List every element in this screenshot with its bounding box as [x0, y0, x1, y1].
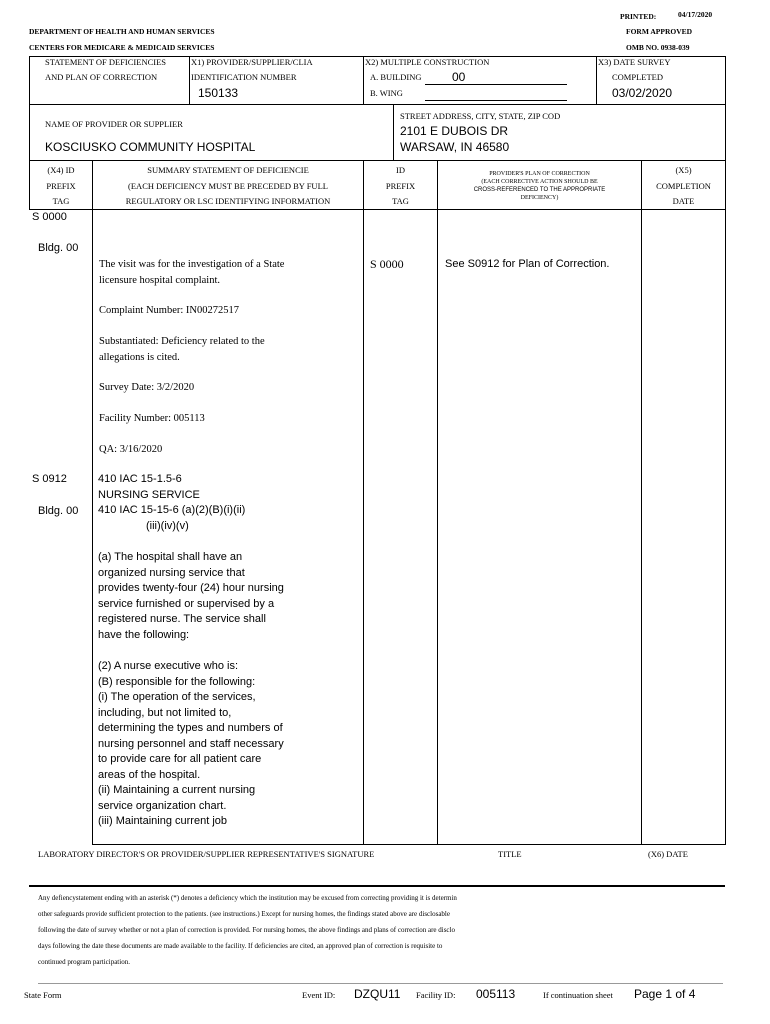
id-header-1: ID: [396, 165, 405, 175]
x3-label-1: X3) DATE SURVEY: [598, 57, 671, 67]
disclaimer-text: Any defiencystatement ending with an asterisk (*) denotes a deficiency which the institution may be excused from correcting providing it is determin other safeguards provide sufficient protection to the patients. (see instructions.) Except for nursing homes, the findings stated above are disclosable following the date of survey whether or not a plan of correction is provided. For nursing homes, the above findings and plans of correction are disclo days following the date these documents are made available to the facility. If deficiencies are cited, an approved plan of correction is requisite to continued program participation.: [38, 894, 457, 966]
x3-label-2: COMPLETED: [612, 72, 663, 82]
state-form-label: State Form: [24, 990, 62, 1000]
plan-header-4: DEFICIENCY): [520, 195, 559, 201]
page-number: Page 1 of 4: [634, 987, 696, 1001]
building-value: 00: [452, 70, 466, 84]
address-line-2: WARSAW, IN 46580: [400, 140, 510, 154]
plan-header-2: (EACH CORRECTIVE ACTION SHOULD BE: [481, 179, 598, 185]
summary-header-2: (EACH DEFICIENCY MUST BE PRECEDED BY FULL: [128, 181, 328, 191]
x1-label-2: IDENTIFICATION NUMBER: [191, 72, 297, 82]
address-line-1: 2101 E DUBOIS DR: [400, 124, 509, 138]
provider-id-number: 150133: [198, 86, 239, 100]
wing-label: B. WING: [370, 88, 403, 98]
continuation-label: If continuation sheet: [543, 990, 613, 1000]
tag-s0000: S 0000: [32, 211, 67, 223]
intro-paragraph: The visit was for the investigation of a State licensure hospital complaint.: [99, 259, 285, 286]
director-signature-label: LABORATORY DIRECTOR'S OR PROVIDER/SUPPLIER REPRESENTATIVE'S SIGNATURE: [38, 849, 375, 859]
qa-date: QA: 3/16/2020: [99, 444, 163, 455]
x4-header-1: (X4) ID: [47, 165, 75, 175]
building-label: A. BUILDING: [370, 72, 422, 82]
plan-header-3: CROSS-REFERENCED TO THE APPROPRIATE: [473, 187, 606, 193]
plan-header-1: PROVIDER'S PLAN OF CORRECTION: [489, 171, 590, 177]
summary-header-1: SUMMARY STATEMENT OF DEFICIENCIE: [147, 165, 309, 175]
x5-header-3: DATE: [672, 196, 695, 206]
facility-id-value: 005113: [476, 987, 516, 1001]
event-id-label: Event ID:: [302, 990, 336, 1000]
substantiated-paragraph: Substantiated: Deficiency related to the allegations is cited.: [99, 336, 265, 363]
bldg-s0912: Bldg. 00: [38, 505, 79, 517]
id-header-3: TAG: [392, 196, 409, 206]
provider-name: KOSCIUSKO COMMUNITY HOSPITAL: [45, 140, 256, 154]
address-label: STREET ADDRESS, CITY, STATE, ZIP COD: [400, 111, 561, 121]
tag-s0912: S 0912: [32, 473, 67, 485]
requirement-a-paragraph: (a) The hospital shall have an organized nursing service that provides twenty-four (24) hour nursing service furnished or supervised by a registered nurse. The service shall have the following:: [98, 551, 284, 641]
plan-of-correction-s0000: See S0912 for Plan of Correction.: [445, 258, 610, 270]
form-approved: FORM APPROVED: [626, 27, 693, 36]
x4-header-3: TAG: [52, 196, 70, 206]
facility-id-label: Facility ID:: [416, 990, 456, 1000]
x4-header-2: PREFIX: [46, 181, 76, 191]
x5-header-1: (X5): [675, 165, 692, 175]
statement-label-2: AND PLAN OF CORRECTION: [45, 72, 158, 82]
bldg-s0000: Bldg. 00: [38, 242, 79, 254]
title-label: TITLE: [498, 849, 522, 859]
regulation-reference: 410 IAC 15-1.5-6 NURSING SERVICE 410 IAC 15-15-6 (a)(2)(B)(i)(ii) (iii)(iv)(v): [98, 473, 246, 532]
summary-header-3: REGULATORY OR LSC IDENTIFYING INFORMATION: [125, 196, 331, 206]
event-id-value: DZQU11: [354, 987, 401, 1001]
provider-name-label: NAME OF PROVIDER OR SUPPLIER: [45, 119, 183, 129]
printed-label: PRINTED:: [620, 12, 657, 21]
survey-date: Survey Date: 3/2/2020: [99, 382, 195, 393]
centers-title: CENTERS FOR MEDICARE & MEDICAID SERVICES: [29, 43, 215, 52]
id-header-2: PREFIX: [385, 181, 416, 191]
omb-number: OMB NO. 0938-039: [626, 43, 690, 52]
x1-label-1: X1) PROVIDER/SUPPLIER/CLIA: [191, 57, 313, 67]
signature-date-label: (X6) DATE: [648, 849, 688, 859]
department-title: DEPARTMENT OF HEALTH AND HUMAN SERVICES: [29, 27, 215, 36]
requirement-b-paragraph: (2) A nurse executive who is: (B) responsible for the following: (i) The operation of the services, including, but not limited to, determining the types and numbers of nursing personnel and staff necessary to provide care for all patient care areas of the hospital. (ii) Maintaining a current nursing service organization chart. (iii) Maintaining current job: [98, 660, 284, 827]
complaint-number: Complaint Number: IN00272517: [99, 305, 239, 316]
printed-date: 04/17/2020: [678, 10, 713, 19]
x2-label: X2) MULTIPLE CONSTRUCTION: [365, 57, 490, 67]
statement-label-1: STATEMENT OF DEFICIENCIES: [45, 57, 167, 67]
survey-completed-date: 03/02/2020: [612, 86, 673, 100]
facility-number: Facility Number: 005113: [99, 413, 205, 424]
x5-header-2: COMPLETION: [656, 181, 711, 191]
tag-s0000-right: S 0000: [370, 257, 404, 271]
